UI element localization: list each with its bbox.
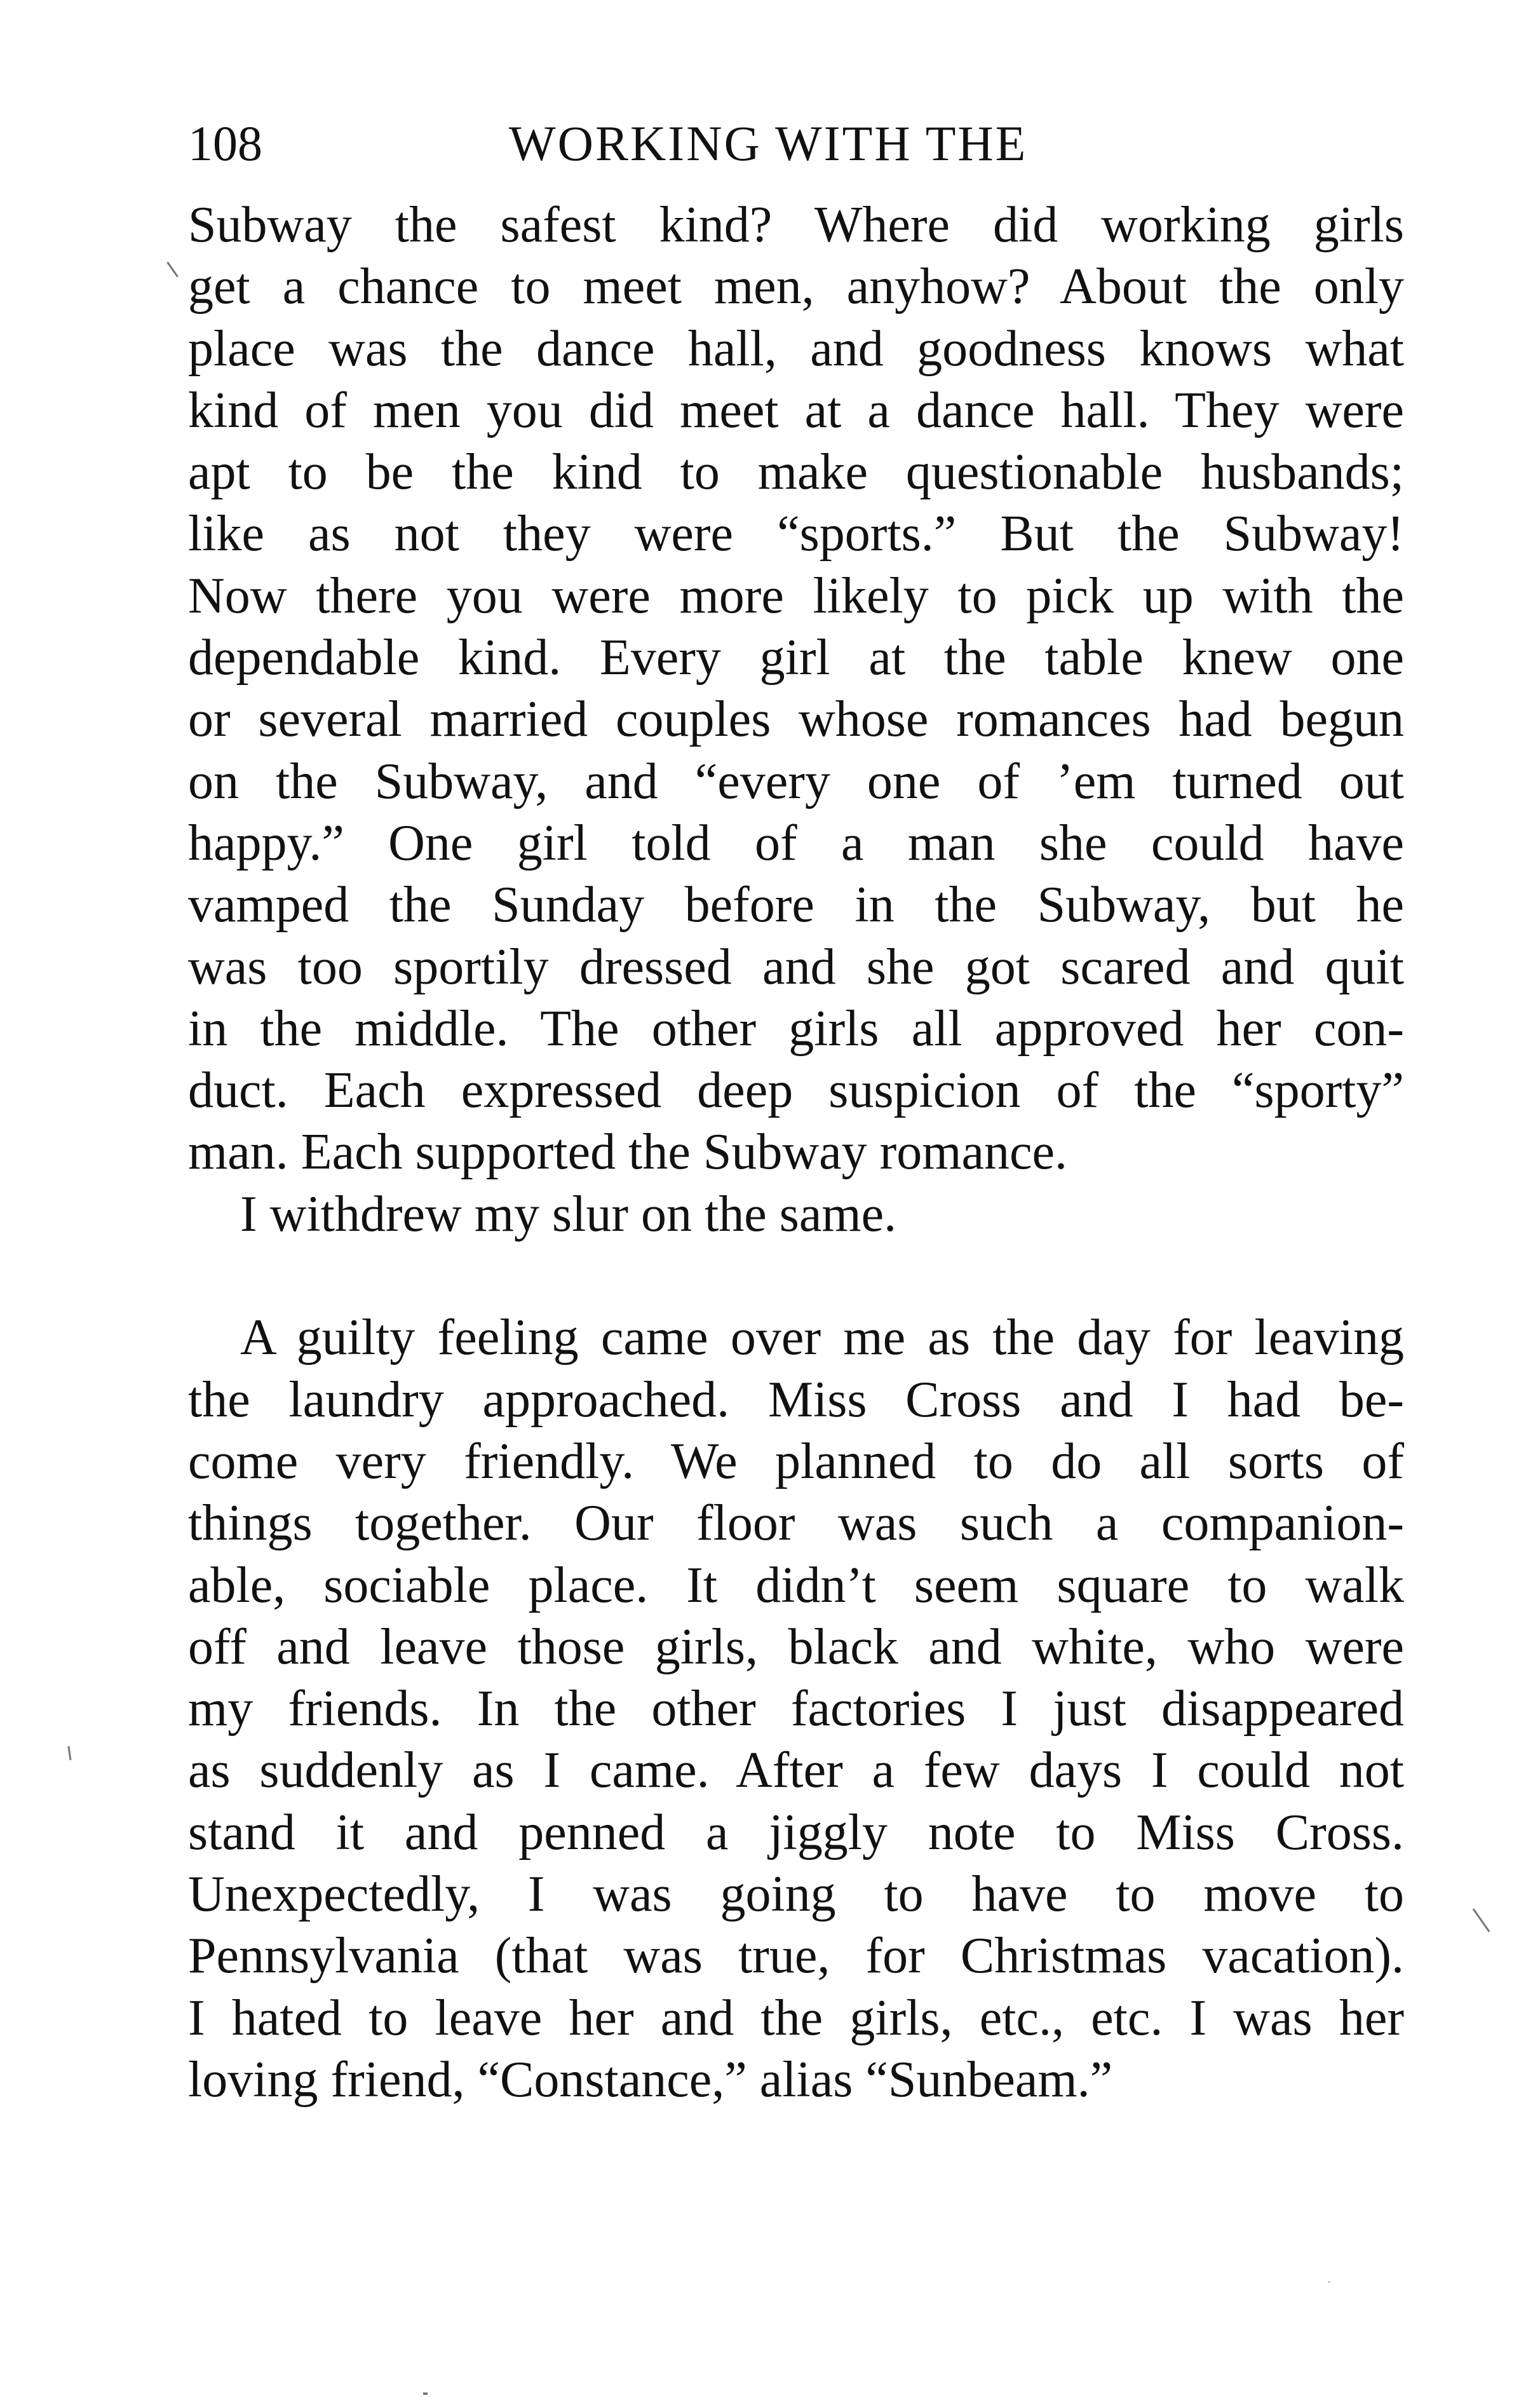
text-line: I hated to leave her and the girls, etc., etc. I was her	[188, 1990, 1404, 2046]
text-line: in the middle. The other girls all approved her con-	[188, 1000, 1404, 1057]
text-line: like as not they were “sports.” But the Subway!	[188, 506, 1404, 562]
paragraph-2	[188, 1184, 1404, 1245]
section-break	[188, 1245, 1404, 1307]
text-line: able, sociable place. It didn’t seem square to walk	[188, 1557, 1404, 1613]
text-line: duct. Each expressed deep suspicion of the “sporty”	[188, 1062, 1404, 1119]
body-text	[188, 194, 1404, 2111]
text-line: off and leave those girls, black and white, who were	[188, 1618, 1404, 1675]
text-line: happy.” One girl told of a man she could have	[188, 815, 1404, 871]
text-line: vamped the Sunday before in the Subway, but he	[188, 877, 1404, 933]
text-line: on the Subway, and “every one of ’em turned out	[188, 753, 1404, 810]
text-line: get a chance to meet men, anyhow? About the only	[188, 259, 1404, 315]
scan-speck	[67, 1746, 71, 1760]
scan-speck	[1473, 1908, 1490, 1932]
paragraph-3	[188, 1307, 1404, 2111]
text-line: was too sportily dressed and she got scared and quit	[188, 939, 1404, 995]
text-line: man. Each supported the Subway romance.	[188, 1124, 1068, 1181]
text-line: the laundry approached. Miss Cross and I had be-	[188, 1371, 1404, 1428]
scan-speck	[166, 262, 179, 278]
text-line: as suddenly as I came. After a few days I could not	[188, 1742, 1404, 1799]
page-number: 108	[188, 116, 262, 171]
scan-speck	[1328, 2281, 1330, 2282]
text-line: or several married couples whose romances had begun	[188, 691, 1404, 748]
running-title: WORKING WITH THE	[509, 116, 1028, 171]
running-head	[188, 105, 1404, 182]
text-line: Now there you were more likely to pick up with the	[188, 567, 1404, 624]
text-line: A guilty feeling came over me as the day for leaving	[240, 1310, 1404, 1366]
text-line: kind of men you did meet at a dance hall. They were	[188, 382, 1404, 438]
text-line: my friends. In the other factories I just disappeared	[188, 1681, 1404, 1737]
text-line: place was the dance hall, and goodness knows what	[188, 320, 1404, 377]
text-line: apt to be the kind to make questionable husbands;	[188, 444, 1404, 501]
text-line: things together. Our floor was such a companion-	[188, 1495, 1404, 1552]
text-line: Unexpectedly, I was going to have to move to	[188, 1866, 1404, 1923]
text-line: Subway the safest kind? Where did working girls	[188, 197, 1404, 253]
scan-speck	[423, 2392, 428, 2395]
text-line: Pennsylvania (that was true, for Christmas vacation).	[188, 1928, 1404, 1984]
text-line: stand it and penned a jiggly note to Miss Cross.	[188, 1804, 1404, 1861]
paragraph-1	[188, 194, 1404, 1184]
text-line: come very friendly. We planned to do all sorts of	[188, 1433, 1404, 1489]
text-line: I withdrew my slur on the same.	[240, 1186, 897, 1242]
text-line: loving friend, “Constance,” alias “Sunbeam.”	[188, 2051, 1113, 2108]
text-line: dependable kind. Every girl at the table knew one	[188, 630, 1404, 686]
